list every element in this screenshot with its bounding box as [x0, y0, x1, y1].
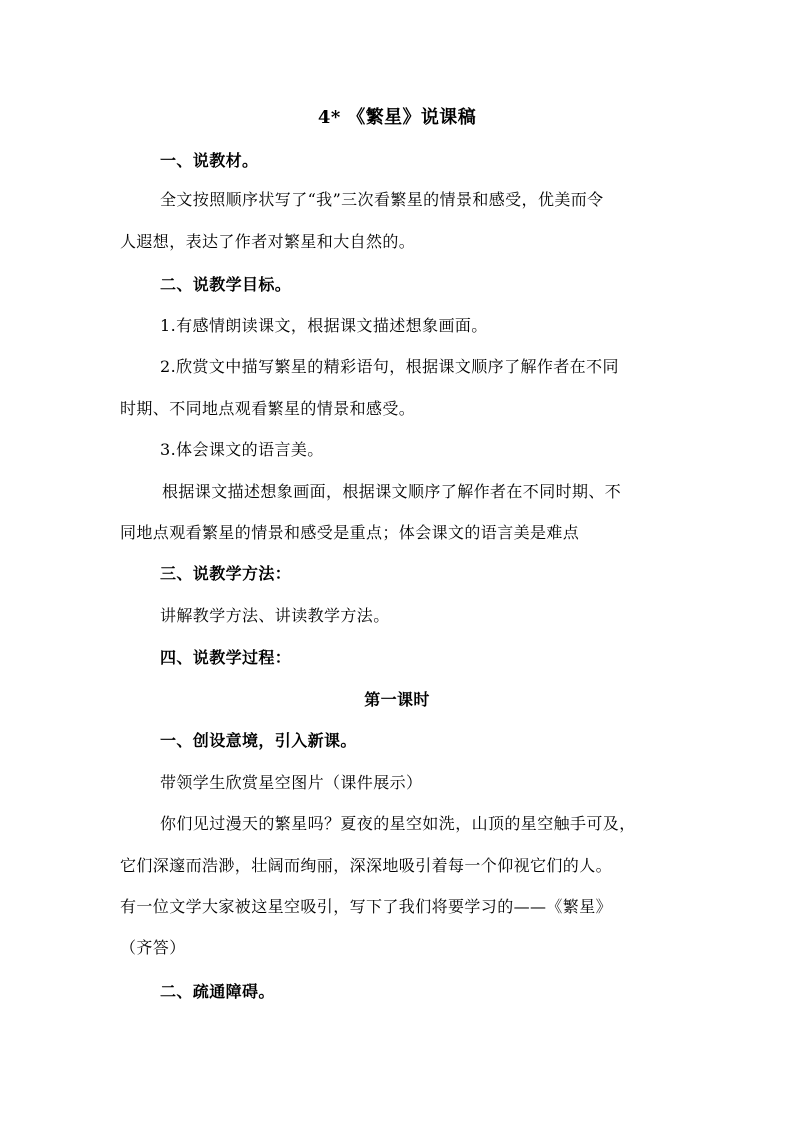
paragraph-line: 它们深邃而浩渺，壮阔而绚丽，深深地吸引着每一个仰视它们的人。 — [120, 856, 613, 875]
lesson-title: 第一课时 — [364, 690, 430, 709]
paragraph-line: 有一位文学大家被这星空吸引，写下了我们将要学习的——《繁星》 — [120, 897, 613, 916]
paragraph-line: 同地点观看繁星的情景和感受是重点；体会课文的语言美是难点 — [120, 523, 580, 542]
section-heading-textbook: 一、说教材。 — [160, 151, 259, 170]
paragraph-line: 带领学生欣赏星空图片（课件展示） — [160, 773, 423, 792]
paragraph-line: 讲解教学方法、讲读教学方法。 — [160, 606, 390, 625]
paragraph-line: 时期、不同地点观看繁星的情景和感受。 — [120, 399, 416, 418]
document-title: 4* 《繁星》说课稿 — [317, 107, 477, 128]
step-heading-2: 二、疏通障碍。 — [160, 982, 275, 1001]
goal-item-2: 2.欣赏文中描写繁星的精彩语句，根据课文顺序了解作者在不同 — [160, 357, 619, 376]
step-heading-1: 一、创设意境，引入新课。 — [160, 731, 357, 750]
goal-item-3: 3.体会课文的语言美。 — [160, 440, 324, 459]
section-heading-process: 四、说教学过程： — [160, 648, 292, 667]
section-heading-methods: 三、说教学方法： — [160, 564, 292, 583]
goal-item-1: 1.有感情朗读课文，根据课文描述想象画面。 — [160, 316, 488, 335]
paragraph-line: 根据课文描述想象画面，根据课文顺序了解作者在不同时期、不 — [162, 482, 622, 501]
paragraph-line: （齐答） — [120, 938, 186, 957]
section-heading-goals: 二、说教学目标。 — [160, 275, 292, 294]
paragraph-line: 你们见过漫天的繁星吗？夏夜的星空如洗，山顶的星空触手可及， — [160, 814, 636, 833]
paragraph-line: 全文按照顺序状写了“我”三次看繁星的情景和感受，优美而令 — [160, 190, 604, 209]
paragraph-line: 人遐想，表达了作者对繁星和大自然的。 — [120, 232, 416, 251]
